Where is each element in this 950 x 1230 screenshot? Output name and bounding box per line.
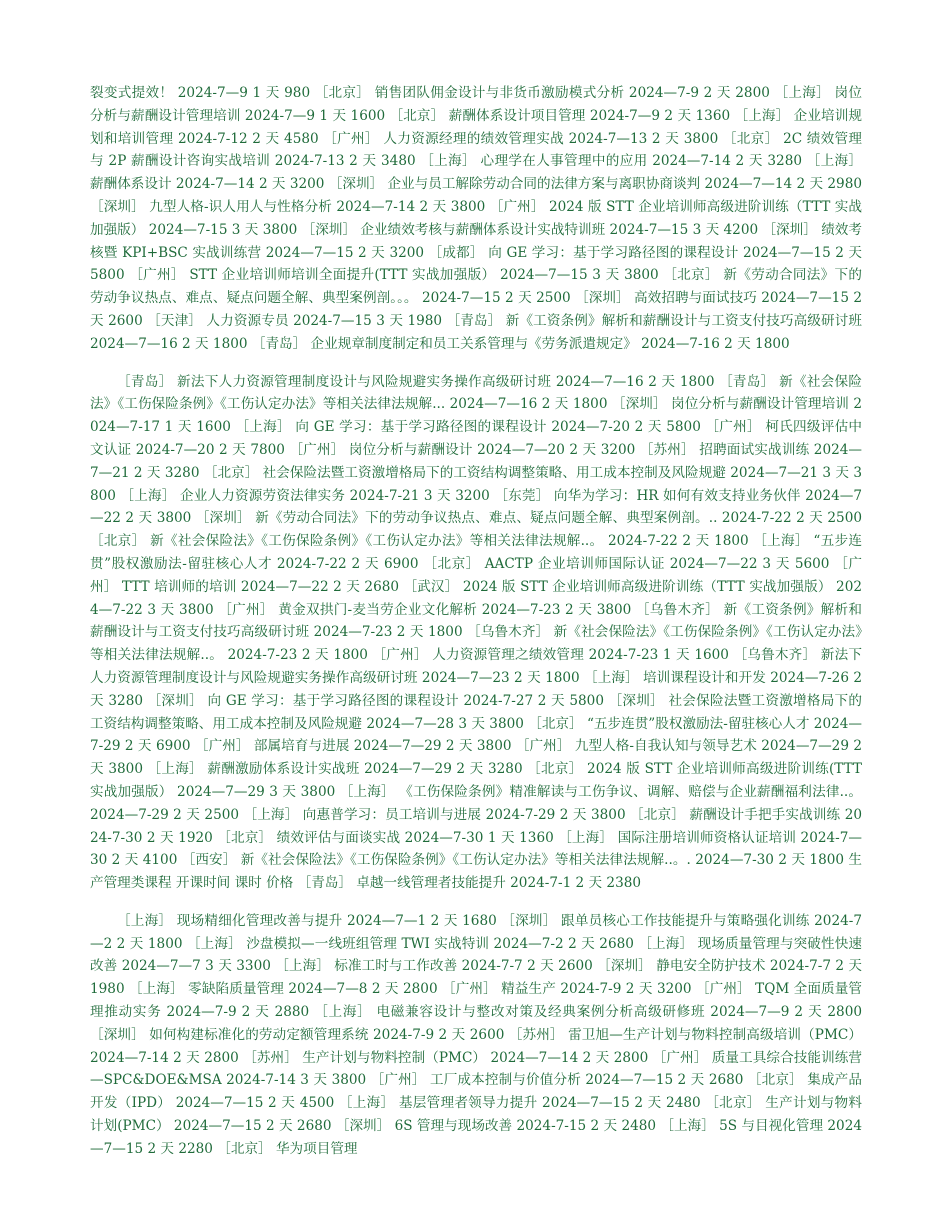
paragraph-production-courses: ［上海］ 现场精细化管理改善与提升 2024—7—1 2 天 1680 ［深圳］ 跟单员核心工作技能提升与策略强化训练 2024-7—2 2 天 1800 ［上海］ 沙盘模拟—一线班组管理 TWI 实战特训 2024—7-2 2 天 2680 ［上海］ 现场质量管理与突破性快速改善 2024—7—7 3 天 3300 ［上海］ 标准工时与工作改善 2024-7-7 2 天 2600 ［深圳］ 静电安全防护技术 2024-7-7 2 天 1980 ［上海］ 零缺陷质量管理 2024—7—8 2 天 2800 ［广州］ 精益生产 2024-7-9 2 天 3200 ［广州］ TQM 全面质量管理推动实务 2024—7-9 2 天 2880 ［上海］ 电磁兼容设计与整改对策及经典案例分析高级研修班 2024—7—9 2 天 2800 ［深圳］ 如何构建标准化的劳动定额管理系统 2024-7-9 2 天 2600 ［苏州］ 雷卫旭—生产计划与物料控制高级培训（PMC） 2024—7-14 2 天 2800 ［苏州］ 生产计划与物料控制（PMC） 2024—7—14 2 天 2800 ［广州］ 质量工具综合技能训练营—SPC&DOE&MSA 2024-7-14 3 天 3800 ［广州］ 工厂成本控制与价值分析 2024—7—15 2 天 2680 ［北京］ 集成产品开发（IPD） 2024—7—15 2 天 4500 ［上海］ 基层管理者领导力提升 2024—7—15 2 天 2480 ［北京］ 生产计划与物料计划(PMC） 2024—7—15 2 天 2680 ［深圳］ 6S 管理与现场改善 2024-7-15 2 天 2480 ［上海］ 5S 与目视化管理 2024—7—15 2 天 2280 ［北京］ 华为项目管理 [90, 912, 862, 1157]
paragraph-hr-courses-continued: 裂变式提效！ 2024-7—9 1 天 980 ［北京］ 销售团队佣金设计与非货币激励模式分析 2024—7-9 2 天 2800 ［上海］ 岗位分析与薪酬设计管理培训 2024-7—9 1 天 1600 ［北京］ 薪酬体系设计项目管理 2024-7—9 2 天 1360 ［上海］ 企业培训规划和培训管理 2024-7-12 2 天 4580 ［广州］ 人力资源经理的绩效管理实战 2024-7—13 2 天 3800 ［北京］ 2C 绩效管理与 2P 薪酬设计咨询实战培训 2024-7-13 2 天 3480 ［上海］ 心理学在人事管理中的应用 2024—7-14 2 天 3280 ［上海］ 薪酬体系设计 2024-7—14 2 天 3200 ［深圳］ 企业与员工解除劳动合同的法律方案与离职协商谈判 2024—7—14 2 天 2980 ［深圳］ 九型人格-识人用人与性格分析 2024—7-14 2 天 3800 ［广州］ 2024 版 STT 企业培训师高级进阶训练（TTT 实战加强版） 2024—7-15 3 天 3800 ［深圳］ 企业绩效考核与薪酬体系设计实战特训班 2024-7—15 3 天 4200 ［深圳］ 绩效考核暨 KPI+BSC 实战训练营 2024—7—15 2 天 3200 ［成都］ 向 GE 学习：基于学习路径图的课程设计 2024—7—15 2 天 5800 ［广州］ STT 企业培训师培训全面提升(TTT 实战加强版） 2024—7—15 3 天 3800 ［北京］ 新《劳动合同法》下的劳动争议热点、难点、疑点问题全解、典型案例剖。。。 2024-7—15 2 天 2500 ［深圳］ 高效招聘与面试技巧 2024—7—15 2 天 2600 ［天津］ 人力资源专员 2024-7—15 3 天 1980 ［青岛］ 新《工资条例》解析和薪酬设计与工资支付技巧高级研讨班 2024—7—16 2 天 1800 ［青岛］ 企业规章制度制定和员工关系管理与《劳务派遣规定》 2024—7-16 2 天 1800 [90, 85, 862, 352]
paragraph-hr-courses-late-july: ［青岛］ 新法下人力资源管理制度设计与风险规避实务操作高级研讨班 2024—7—16 2 天 1800 ［青岛］ 新《社会保险法》《工伤保险条例》《工伤认定办法》等相关法律法规解... 2024—7—16 2 天 1800 ［深圳］ 岗位分析与薪酬设计管理培训 2024—7-17 1 天 1600 ［上海］ 向 GE 学习：基于学习路径图的课程设计 2024—7-20 2 天 5800 ［广州］ 柯氏四级评估中文认证 2024-7—20 2 天 7800 ［广州］ 岗位分析与薪酬设计 2024—7—20 2 天 3200 ［苏州］ 招聘面试实战训练 2024—7—21 2 天 3280 ［北京］ 社会保险法暨工资激增格局下的工资结构调整策略、用工成本控制及风险规避 2024—7—21 3 天 3800 ［上海］ 企业人力资源劳资法律实务 2024-7-21 3 天 3200 ［东莞］ 向华为学习：HR 如何有效支持业务伙伴 2024—7—22 2 天 3800 ［深圳］ 新《劳动合同法》下的劳动争议热点、难点、疑点问题全解、典型案例剖。.. 2024-7-22 2 天 2500 ［北京］ 新《社会保险法》《工伤保险条例》《工伤认定办法》等相关法律法规解..。 2024-7-22 2 天 1800 ［上海］ “五步连贯”股权激励法-留驻核心人才 2024-7-22 2 天 6900 ［北京］ AACTP 企业培训师国际认证 2024—7—22 3 天 5600 ［广州］ TTT 培训师的培训 2024—7—22 2 天 2680 ［武汉］ 2024 版 STT 企业培训师高级进阶训练（TTT 实战加强版） 2024—7-22 3 天 3800 ［广州］ 黄金双拱门-麦当劳企业文化解析 2024—7-23 2 天 3800 ［乌鲁木齐］ 新《工资条例》解析和薪酬设计与工资支付技巧高级研讨班 2024—7-23 2 天 1800 ［乌鲁木齐］ 新《社会保险法》《工伤保险条例》《工伤认定办法》等相关法律法规解..。 2024-7-23 2 天 1800 ［广州］ 人力资源管理之绩效管理 2024-7-23 1 天 1600 ［乌鲁木齐］ 新法下人力资源管理制度设计与风险规避实务操作高级研讨班 2024—7—23 2 天 1800 ［上海］ 培训课程设计和开发 2024—7-26 2 天 3280 ［深圳］ 向 GE 学习：基于学习路径图的课程设计 2024-7-27 2 天 5800 ［深圳］ 社会保险法暨工资激增格局下的工资结构调整策略、用工成本控制及风险规避 2024—7—28 3 天 3800 ［北京］ “五步连贯”股权激励法-留驻核心人才 2024—7-29 2 天 6900 ［广州］ 部属培育与进展 2024—7—29 2 天 3800 ［广州］ 九型人格-自我认知与领导艺术 2024—7—29 2 天 3800 ［上海］ 薪酬激励体系设计实战班 2024—7—29 2 天 3280 ［北京］ 2024 版 STT 企业培训师高级进阶训练(TTT 实战加强版） 2024—7—29 3 天 3800 ［上海］ 《工伤保险条例》精准解读与工伤争议、调解、赔偿与企业薪酬福利法律..。 2024—7-29 2 天 2500 ［上海］ 向惠普学习：员工培训与进展 2024-7-29 2 天 3800 ［北京］ 薪酬设计手把手实战训练 2024-7-30 2 天 1920 ［北京］ 绩效评估与面谈实战 2024—7-30 1 天 1360 ［上海］ 国际注册培训师资格认证培训 2024-7—30 2 天 4100 ［西安］ 新《社会保险法》《工伤保险条例》《工伤认定办法》等相关法律法规解..。. 2024—7-30 2 天 1800 生产管理类课程 开课时间 课时 价格 ［青岛］ 卓越一线管理者技能提升 2024-7-1 2 天 2380 [90, 373, 862, 892]
document-page [90, 82, 862, 1161]
